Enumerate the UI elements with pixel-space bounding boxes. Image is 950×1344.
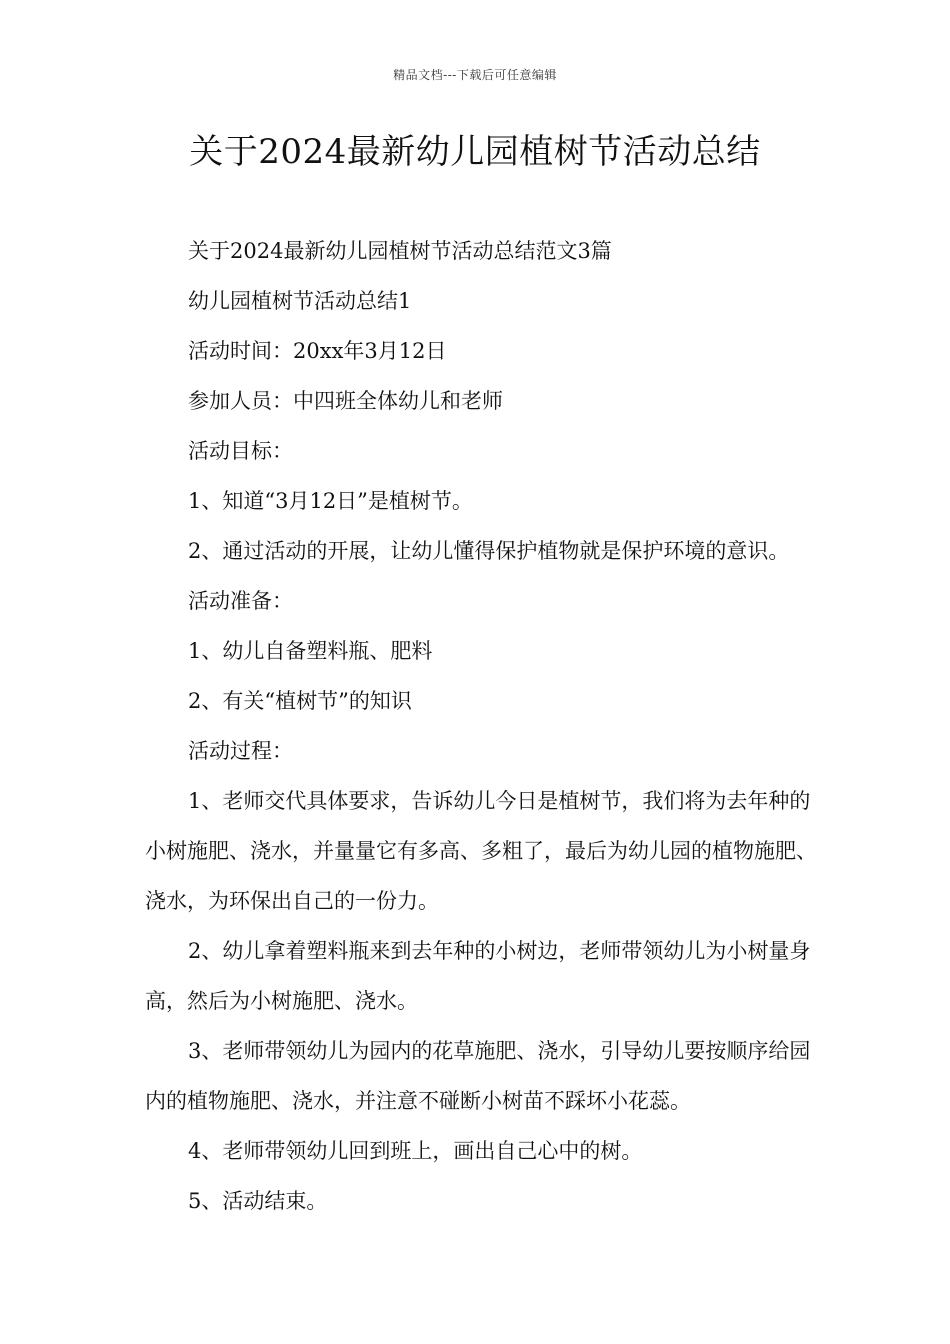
paragraph: 参加人员：中四班全体幼儿和老师 — [188, 389, 503, 413]
paragraph: 活动过程： — [188, 739, 293, 763]
paragraph: 活动准备： — [188, 589, 293, 613]
paragraph: 1、幼儿自备塑料瓶、肥料 — [188, 639, 433, 663]
document-title: 关于2024最新幼儿园植树节活动总结 — [189, 132, 761, 172]
paragraph: 4、老师带领幼儿回到班上，画出自己心中的树。 — [188, 1139, 643, 1163]
header-note: 精品文档---下载后可任意编辑 — [393, 68, 557, 82]
paragraph: 2、有关“植树节”的知识 — [188, 689, 412, 713]
paragraph: 2、幼儿拿着塑料瓶来到去年种的小树边，老师带领幼儿为小树量身高，然后为小树施肥、浇水。 — [145, 939, 811, 1013]
paragraph: 关于2024最新幼儿园植树节活动总结范文3篇 — [188, 239, 612, 263]
paragraph: 3、老师带领幼儿为园内的花草施肥、浇水，引导幼儿要按顺序给园内的植物施肥、浇水，并注意不碰断小树苗不踩坏小花蕊。 — [145, 1039, 811, 1113]
paragraph: 活动时间：20xx年3月12日 — [188, 339, 447, 363]
paragraph: 活动目标： — [188, 439, 293, 463]
paragraph: 2、通过活动的开展，让幼儿懂得保护植物就是保护环境的意识。 — [188, 539, 790, 563]
paragraph: 1、老师交代具体要求，告诉幼儿今日是植树节，我们将为去年种的小树施肥、浇水，并量量它有多高、多粗了，最后为幼儿园的植物施肥、浇水，为环保出自己的一份力。 — [145, 789, 817, 913]
document-body — [145, 226, 825, 1226]
paragraph: 幼儿园植树节活动总结1 — [188, 289, 412, 313]
paragraph: 1、知道“3月12日”是植树节。 — [188, 489, 473, 513]
paragraph: 5、活动结束。 — [188, 1189, 328, 1213]
